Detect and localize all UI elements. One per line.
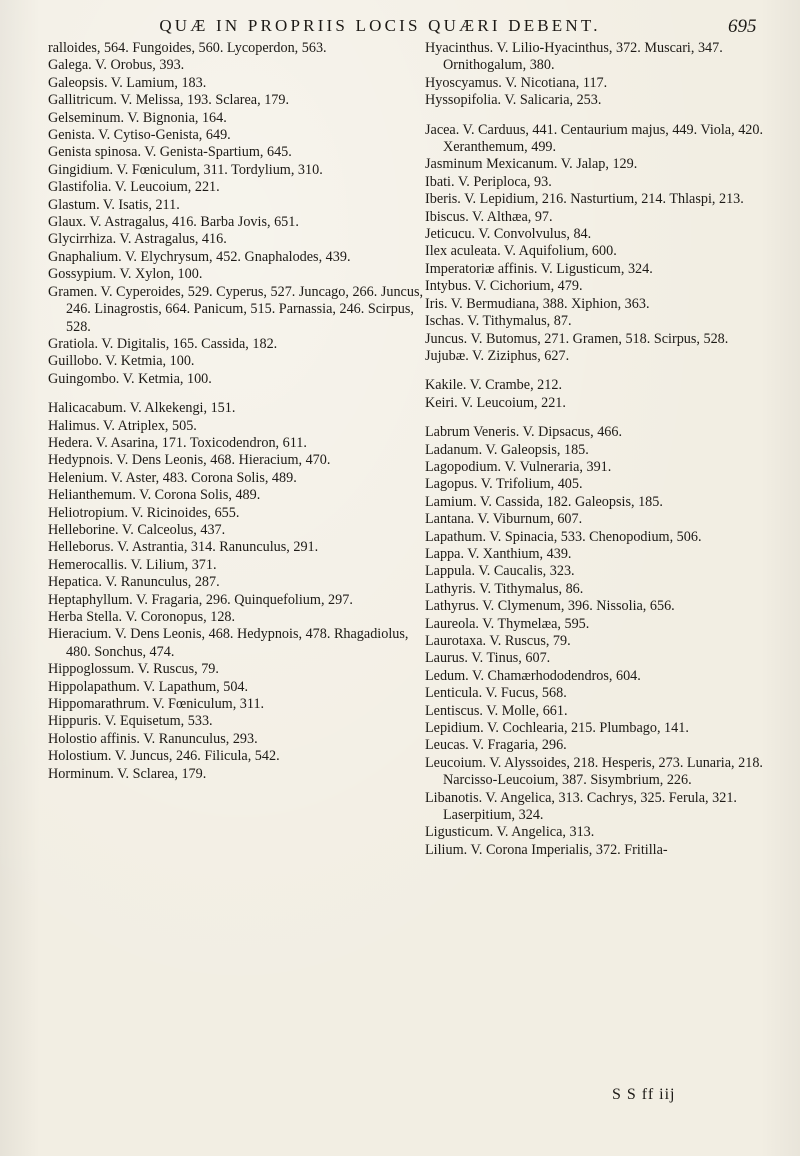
index-entry: Lepidium. V. Cochlearia, 215. Plumbago, 141. [425, 720, 689, 737]
index-entry: Ilex aculeata. V. Aquifolium, 600. [425, 243, 617, 260]
index-entry: Gossypium. V. Xylon, 100. [48, 266, 203, 283]
index-entry: Lantana. V. Viburnum, 607. [425, 511, 583, 528]
index-entry: Gratiola. V. Digitalis, 165. Cassida, 182. [48, 335, 278, 352]
index-entry: Laureola. V. Thymelæa, 595. [425, 615, 590, 632]
index-entry: Hippolapathum. V. Lapathum, 504. [48, 678, 249, 695]
index-entry: Gnaphalium. V. Elychrysum, 452. Gnaphalodes, 439. [48, 248, 351, 265]
index-entry: Guingombo. V. Ketmia, 100. [48, 370, 212, 387]
index-entry: Lagopodium. V. Vulneraria, 391. [425, 458, 612, 475]
index-entry: Hippoglossum. V. Ruscus, 79. [48, 661, 219, 678]
index-entry: Gramen. V. Cyperoides, 529. Cyperus, 527. Juncago, 266. Juncus, 246. Linagrostis, 664. Panicum, 515. Parnassia, 246. Scirpus, 528. [48, 283, 424, 335]
index-entry: Glastifolia. V. Leucoium, 221. [48, 179, 220, 196]
index-entry: Gallitricum. V. Melissa, 193. Sclarea, 179. [48, 92, 290, 109]
index-entry: Hippomarathrum. V. Fœniculum, 311. [48, 696, 265, 713]
index-entry: Helleborine. V. Calceolus, 437. [48, 521, 226, 538]
index-entry: Iris. V. Bermudiana, 388. Xiphion, 363. [425, 295, 650, 312]
index-entry: Genista. V. Cytiso-Genista, 649. [48, 127, 231, 144]
index-entry: Halimus. V. Atriplex, 505. [48, 417, 197, 434]
index-entry: Hippuris. V. Equisetum, 533. [48, 713, 213, 730]
index-entry: Hyssopifolia. V. Salicaria, 253. [425, 92, 602, 109]
index-entry: Helianthemum. V. Corona Solis, 489. [48, 487, 261, 504]
index-entry: Lilium. V. Corona Imperialis, 372. Fritilla- [425, 841, 668, 858]
index-entry: Leucas. V. Fragaria, 296. [425, 737, 567, 754]
index-entry: Iberis. V. Lepidium, 216. Nasturtium, 214. Thlaspi, 213. [425, 191, 744, 208]
index-entry: Lappa. V. Xanthium, 439. [425, 545, 572, 562]
index-entry: Glastum. V. Isatis, 211. [48, 196, 180, 213]
index-entry: Helenium. V. Aster, 483. Corona Solis, 489. [48, 469, 297, 486]
index-entry: Hyacinthus. V. Lilio-Hyacinthus, 372. Muscari, 347. Ornithogalum, 380. [425, 40, 723, 74]
index-entry: Lapathum. V. Spinacia, 533. Chenopodium, 506. [425, 528, 702, 545]
index-entry: Juncus. V. Butomus, 271. Gramen, 518. Scirpus, 528. [425, 330, 729, 347]
page-header [0, 12, 800, 42]
index-entry: Ibati. V. Periploca, 93. [425, 173, 552, 190]
index-entry: Libanotis. V. Angelica, 313. Cachrys, 325. Ferula, 321. Laserpitium, 324. [425, 789, 737, 824]
index-entry: Kakile. V. Crambe, 212. [425, 377, 562, 394]
running-head: QUÆ IN PROPRIIS LOCIS QUÆRI DEBENT. [159, 16, 601, 35]
index-column-left [48, 40, 423, 783]
index-entry: Ledum. V. Chamærhododendros, 604. [425, 667, 641, 684]
index-entry: Holostium. V. Juncus, 246. Filicula, 542. [48, 748, 280, 765]
index-entry: Lentiscus. V. Molle, 661. [425, 702, 568, 719]
index-entry: Genista spinosa. V. Genista-Spartium, 645. [48, 144, 292, 161]
index-entry: Laurus. V. Tinus, 607. [425, 650, 551, 667]
index-entry: Jacea. V. Carduus, 441. Centaurium majus, 449. Viola, 420. Xeranthemum, 499. [425, 121, 764, 156]
index-entry: Lenticula. V. Fucus, 568. [425, 685, 567, 702]
index-entry: Heptaphyllum. V. Fragaria, 296. Quinquefolium, 297. [48, 591, 353, 608]
index-entry: Halicacabum. V. Alkekengi, 151. [48, 400, 236, 417]
page-number: 695 [728, 16, 757, 37]
index-entry: Herba Stella. V. Coronopus, 128. [48, 609, 236, 625]
index-entry: Helleborus. V. Astrantia, 314. Ranunculus, 291. [48, 539, 319, 556]
index-entry: Jujubæ. V. Ziziphus, 627. [425, 347, 570, 364]
index-entry: Horminum. V. Sclarea, 179. [48, 765, 207, 782]
index-entry: Heliotropium. V. Ricinoides, 655. [48, 504, 240, 521]
index-entry: Laurotaxa. V. Ruscus, 79. [425, 633, 571, 649]
index-entry: Ladanum. V. Galeopsis, 185. [425, 441, 589, 458]
index-entry: Lathyrus. V. Clymenum, 396. Nissolia, 656. [425, 598, 675, 615]
signature-mark: S S ff iij [612, 1086, 676, 1103]
index-entry: Hepatica. V. Ranunculus, 287. [48, 574, 220, 591]
index-entry: Glaux. V. Astragalus, 416. Barba Jovis, 651. [48, 214, 299, 231]
index-entry: Ibiscus. V. Althæa, 97. [425, 208, 553, 225]
index-entry: ralloides, 564. Fungoides, 560. Lycoperdon, 563. [48, 40, 327, 56]
index-entry: Hedera. V. Asarina, 171. Toxicodendron, 611. [48, 434, 307, 451]
index-entry: Jasminum Mexicanum. V. Jalap, 129. [425, 156, 638, 173]
index-column-right [425, 40, 800, 859]
index-entry: Holostio affinis. V. Ranunculus, 293. [48, 730, 258, 747]
index-entry: Lamium. V. Cassida, 182. Galeopsis, 185. [425, 493, 663, 510]
index-entry: Hedypnois. V. Dens Leonis, 468. Hieracium, 470. [48, 452, 331, 469]
index-entry: Keiri. V. Leucoium, 221. [425, 394, 566, 411]
index-entry: Glycirrhiza. V. Astragalus, 416. [48, 231, 227, 248]
index-entry: Imperatoriæ affinis. V. Ligusticum, 324. [425, 260, 653, 277]
index-entry: Gingidium. V. Fœniculum, 311. Tordylium, 310. [48, 161, 323, 178]
index-entry: Lappula. V. Caucalis, 323. [425, 563, 575, 580]
index-entry: Galeopsis. V. Lamium, 183. [48, 74, 207, 91]
index-entry: Intybus. V. Cichorium, 479. [425, 278, 583, 295]
index-entry: Lagopus. V. Trifolium, 405. [425, 476, 583, 493]
index-entry: Galega. V. Orobus, 393. [48, 57, 185, 74]
index-entry: Leucoium. V. Alyssoides, 218. Hesperis, 273. Lunaria, 218. Narcisso-Leucoium, 387. Sisymbrium, 226. [425, 754, 763, 789]
index-entry: Hemerocallis. V. Lilium, 371. [48, 556, 217, 573]
index-entry: Gelseminum. V. Bignonia, 164. [48, 109, 227, 126]
index-entry: Ligusticum. V. Angelica, 313. [425, 824, 595, 841]
index-entry: Lathyris. V. Tithymalus, 86. [425, 580, 584, 597]
index-entry: Labrum Veneris. V. Dipsacus, 466. [425, 424, 623, 441]
index-entry: Guillobo. V. Ketmia, 100. [48, 353, 195, 370]
index-entry: Hieracium. V. Dens Leonis, 468. Hedypnois, 478. Rhagadiolus, 480. Sonchus, 474. [48, 626, 409, 660]
index-entry: Jeticucu. V. Convolvulus, 84. [425, 226, 592, 243]
index-entry: Hyoscyamus. V. Nicotiana, 117. [425, 74, 608, 91]
index-entry: Ischas. V. Tithymalus, 87. [425, 313, 572, 330]
